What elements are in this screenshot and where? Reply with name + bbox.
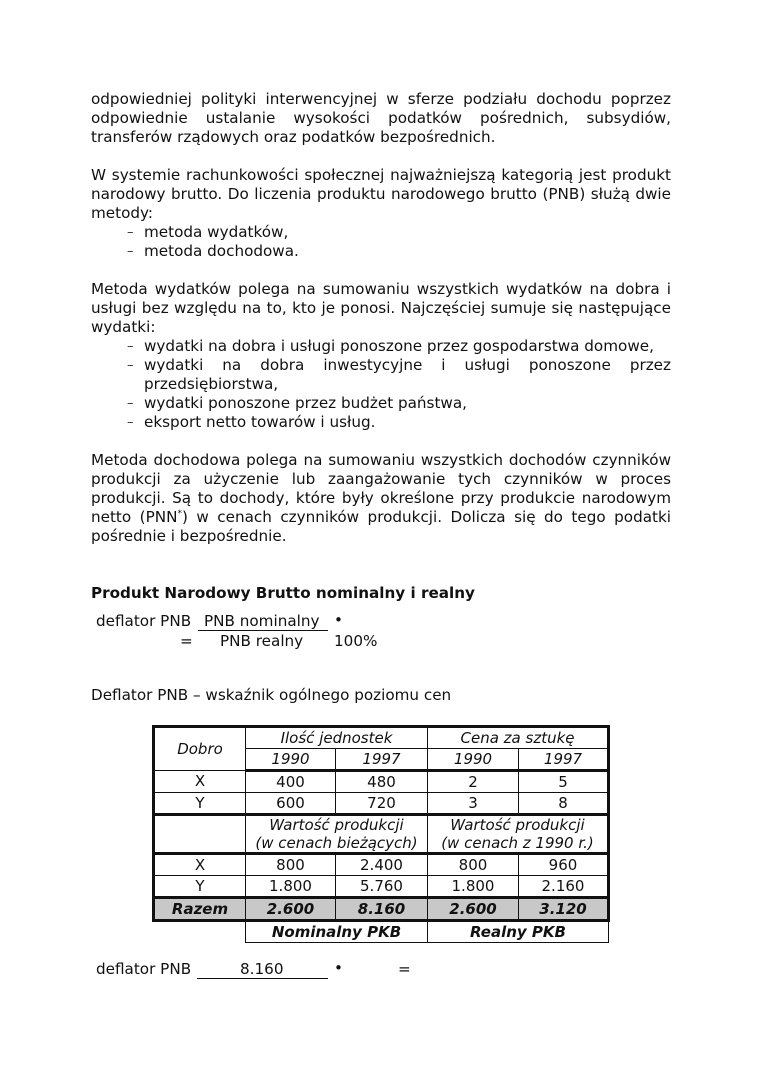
value-cell: 720 [336, 793, 428, 815]
expenses-list [91, 337, 671, 432]
multiply-dot: • [334, 611, 343, 629]
calc-equals: = [398, 960, 411, 978]
footnote-marker: * [177, 509, 182, 519]
calc-lhs: deflator PNB [96, 960, 192, 978]
multiply-dot: • [334, 959, 343, 977]
production-table [152, 725, 610, 943]
header-dobro: Dobro [154, 727, 246, 771]
empty-cell [154, 921, 246, 943]
header-quantity: Ilość jednostek [246, 727, 428, 749]
table-row [154, 793, 609, 815]
empty-cell [154, 815, 246, 854]
formula-lhs: deflator PNB [96, 612, 192, 630]
list-item: – metoda dochodowa. [91, 242, 671, 261]
list-item: – eksport netto towarów i usług. [91, 413, 671, 432]
income-text-2: ) w cenach czynników produkcji. Dolicza się do tego podatki pośrednie i bezpośrednie. [91, 508, 671, 545]
list-item: – metoda wydatków, [91, 223, 671, 242]
item-cell: X [154, 771, 246, 793]
header-value-constant-line1: Wartość produkcji [450, 816, 585, 834]
table-row [154, 771, 609, 793]
item-cell: Y [154, 876, 246, 898]
income-text-1: Metoda dochodowa polega na sumowaniu wszystkich dochodów czynników produkcji za użyczenie lub zaangażowanie tych czynników w proces produkcji. Są to dochody, które były określone przy produkcie narodowym netto (PNN [91, 451, 671, 526]
item-cell: Y [154, 793, 246, 815]
footer-real: Realny PKB [428, 921, 609, 943]
value-cell: 480 [336, 771, 428, 793]
value-cell: 960 [519, 854, 609, 876]
year-cell: 1997 [519, 749, 609, 771]
value-cell: 2.400 [336, 854, 428, 876]
header-value-constant [428, 815, 609, 854]
calc-numerator: 8.160 [240, 960, 284, 978]
value-cell: 800 [428, 854, 519, 876]
value-cell: 2.160 [519, 876, 609, 898]
value-cell: 5.760 [336, 876, 428, 898]
total-label: Razem [154, 898, 246, 921]
formula-numerator: PNB nominalny [204, 612, 320, 630]
deflator-formula [96, 612, 416, 654]
value-cell: 3 [428, 793, 519, 815]
table-row [154, 854, 609, 876]
header-value-current-line1: Wartość produkcji [269, 816, 404, 834]
value-cell: 8 [519, 793, 609, 815]
section-heading: Produkt Narodowy Brutto nominalny i realny [91, 584, 475, 602]
header-price: Cena za sztukę [428, 727, 609, 749]
paragraph-income-method [91, 451, 671, 546]
value-cell: 600 [246, 793, 336, 815]
paragraph-intro: odpowiedniej polityki interwencyjnej w sferze podziału dochodu poprzez odpowiednie ustalanie wysokości podatków pośrednich, subsydiów, transferów rządowych oraz podatków bezpośrednich. [91, 90, 671, 146]
footer-nominal: Nominalny PKB [246, 921, 428, 943]
header-value-constant-line2: (w cenach z 1990 r.) [441, 834, 594, 852]
header-value-current [246, 815, 428, 854]
year-cell: 1997 [336, 749, 428, 771]
value-cell: 400 [246, 771, 336, 793]
table-row [154, 876, 609, 898]
header-value-current-line2: (w cenach bieżących) [255, 834, 418, 852]
formula-factor: 100% [334, 632, 378, 650]
total-cell: 2.600 [246, 898, 336, 921]
total-cell: 3.120 [519, 898, 609, 921]
item-cell: X [154, 854, 246, 876]
fraction-bar [197, 978, 328, 979]
value-cell: 1.800 [246, 876, 336, 898]
formula-denominator: PNB realny [220, 632, 304, 650]
total-cell: 2.600 [428, 898, 519, 921]
total-row [154, 898, 609, 921]
value-cell: 5 [519, 771, 609, 793]
deflator-calculation [96, 960, 426, 982]
paragraph-accounting: W systemie rachunkowości społecznej najważniejszą kategorią jest produkt narodowy brutto. Do liczenia produktu narodowego brutto (PNB) służą dwie metody: [91, 166, 671, 222]
value-cell: 800 [246, 854, 336, 876]
paragraph-expenditure-method: Metoda wydatków polega na sumowaniu wszystkich wydatków na dobra i usługi bez względu na to, kto je ponosi. Najczęściej sumuje się następujące wydatki: [91, 280, 671, 336]
list-item: – wydatki na dobra inwestycyjne i usługi ponoszone przez przedsiębiorstwa, [91, 356, 671, 394]
value-cell: 2 [428, 771, 519, 793]
deflator-caption: Deflator PNB – wskaźnik ogólnego poziomu cen [91, 686, 452, 704]
formula-equals: = [180, 632, 193, 650]
methods-list [91, 223, 671, 261]
fraction-bar [198, 630, 328, 631]
total-cell: 8.160 [336, 898, 428, 921]
list-item: – wydatki ponoszone przez budżet państwa, [91, 394, 671, 413]
document-body [91, 90, 671, 603]
year-cell: 1990 [246, 749, 336, 771]
year-cell: 1990 [428, 749, 519, 771]
value-cell: 1.800 [428, 876, 519, 898]
list-item: – wydatki na dobra i usługi ponoszone przez gospodarstwa domowe, [91, 337, 671, 356]
